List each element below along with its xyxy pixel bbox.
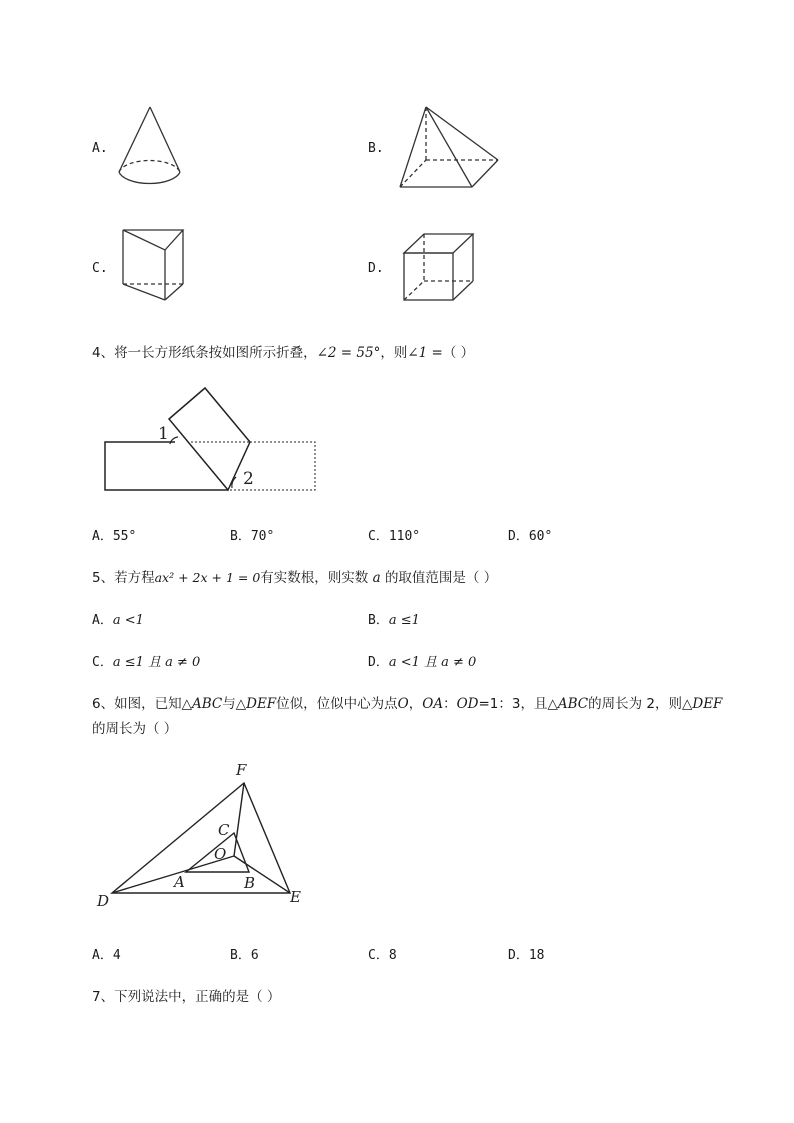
q7-stem: 7、下列说法中，正确的是（ ） [92,989,281,1005]
q3-option-c-label: C. [92,261,108,276]
q5-option-a[interactable]: A．a <1 [92,613,144,628]
q5-option-c[interactable]: C．a ≤1 且 a ≠ 0 [92,655,201,670]
q6-stem-line1: 6、如图，已知△ABC与△DEF位似，位似中心为点O，OA：OD=1：3，且△ABC的周长为 2，则△DEF [92,696,723,712]
strip-left-part [105,442,228,490]
q3-option-a-label: A. [92,141,108,156]
triangle-def [112,783,290,893]
q6-homothety-figure [90,755,320,915]
q5-equation: ax² + 2x + 1 = 0 [154,570,261,585]
angle-1-label: 1 [158,424,169,444]
point-c-label: C [218,821,230,839]
q6-option-a[interactable]: A．4 [92,948,121,963]
q4-option-b[interactable]: B．70° [230,529,275,544]
q3-cone-figure [110,100,190,200]
point-b-label: B [244,874,256,892]
q4-option-d[interactable]: D．60° [508,529,553,544]
point-e-label: E [290,888,301,906]
cone-base-back [119,161,180,172]
q3-option-b-label: B. [368,141,384,156]
strip-folded-part [169,388,250,490]
angle-1-arc [170,437,178,444]
q4-option-c[interactable]: C．110° [368,529,421,544]
q6-option-c[interactable]: C．8 [368,948,397,963]
q6-stem-line2: 的周长为（ ） [92,721,178,737]
point-a-label: A [174,873,185,891]
q3-prism-figure [115,222,195,302]
q3-option-d-label: D. [368,261,384,276]
q3-pyramid-figure [390,100,510,195]
q5-option-d[interactable]: D．a <1 且 a ≠ 0 [368,655,477,670]
point-d-label: D [97,892,110,910]
q4-folded-strip-figure [100,385,325,495]
point-f-label: F [236,761,247,779]
q5-option-b[interactable]: B．a ≤1 [368,613,420,628]
cone-edge-left [119,107,150,172]
cone-base-front [119,172,180,183]
q5-stem: 5、若方程ax² + 2x + 1 = 0有实数根，则实数 a 的取值范围是（ ） [92,570,498,586]
strip-dotted-part [228,442,315,490]
angle-2-label: 2 [243,469,254,489]
q6-option-d[interactable]: D．18 [508,948,545,963]
q3-cube-figure [395,225,485,310]
q4-option-a[interactable]: A．55° [92,529,137,544]
point-o-label: O [214,845,227,863]
q6-option-b[interactable]: B．6 [230,948,259,963]
q4-stem: 4、将一长方形纸条按如图所示折叠，∠2 = 55°，则∠1 =（ ） [92,345,475,361]
